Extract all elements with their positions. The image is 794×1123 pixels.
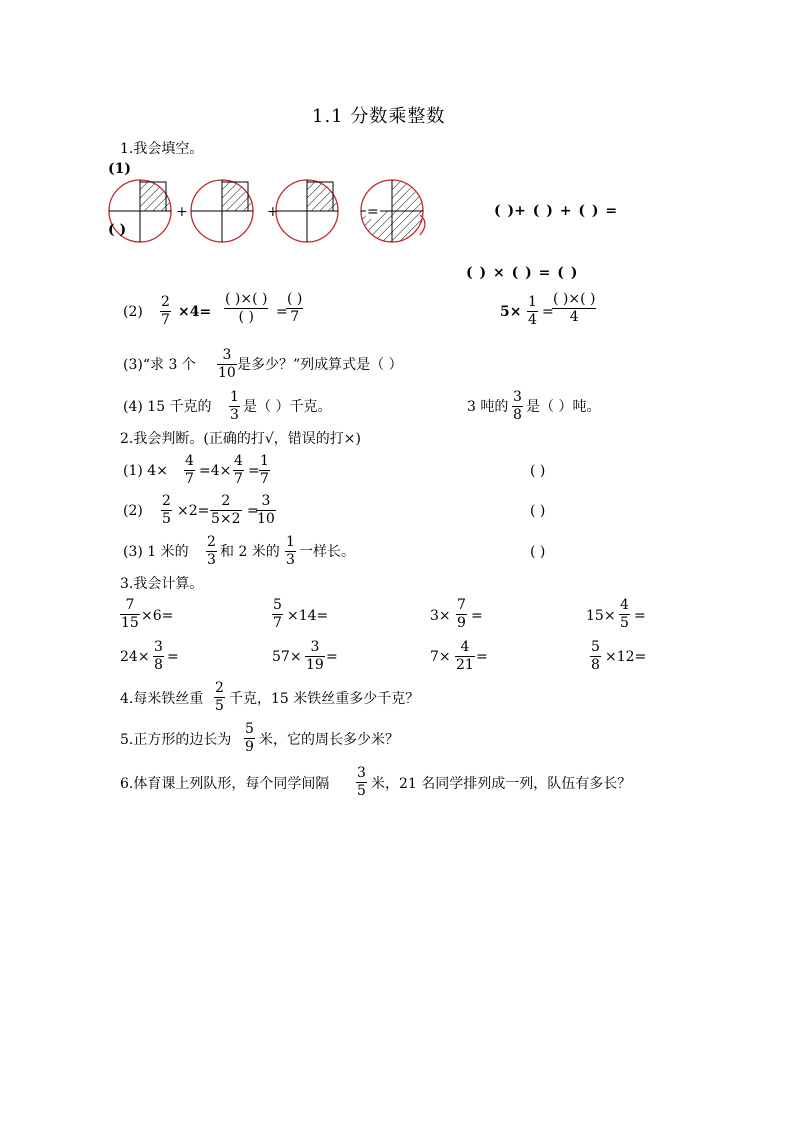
q1-part4-suffix: 是（ ）千克。 [243,399,332,415]
denominator: 5 [162,511,171,527]
equals: = [542,304,554,320]
q1-part4-prefix: (4) 15 千克的 [123,399,212,415]
calc-r1c3-head: 3× [430,608,451,624]
fraction-blank-product [224,292,268,324]
numerator: 5 [245,721,254,737]
q1-part2-label: (2) [123,304,143,320]
calc-r1c4-head: 15× [586,608,616,624]
denominator: 8 [513,407,522,423]
numerator: 1 [528,294,537,310]
numerator: 3 [222,347,232,363]
denominator: 7 [290,309,300,325]
q2-item1-mid: =4× [199,463,232,479]
calc-r2c3-head: 7× [430,649,451,665]
calc-r1c2-tail: ×14= [287,608,329,624]
judge-paren-3[interactable]: ( ) [530,544,546,560]
numerator: 3 [310,639,320,655]
equals-sign: = [367,204,379,220]
fraction-3-10 [217,348,237,380]
denominator: 3 [230,407,239,423]
denominator: 5×2 [211,511,241,527]
fraction-1-3-b [285,535,296,567]
q1-part1-label: (1) [108,161,131,177]
denominator: 3 [286,552,295,568]
plus-sign-2: + [267,204,279,220]
q1-part4b-suffix: 是（ ）吨。 [526,399,601,415]
calc-r1c4-tail: = [634,608,646,624]
numerator: 3 [261,493,271,509]
fraction-3-8-b [153,640,164,672]
calc-r2c3-tail: = [476,649,488,665]
numerator: 2 [162,493,171,509]
fraction-2-5 [161,494,172,526]
judge-paren-1[interactable]: ( ) [530,463,546,479]
fraction-3-19 [305,640,325,672]
fraction-7-15 [120,598,140,630]
fraction-4-21 [455,640,475,672]
q1-part3-suffix: 是多少？”列成算式是（ ） [237,357,403,373]
fraction-5-9 [244,722,255,754]
multiplication-expression: ( ) × ( ) = ( ) [466,265,578,281]
numerator: 2 [161,294,170,310]
denominator: 7 [260,471,269,487]
numerator: 4 [185,453,194,469]
numerator: 7 [125,597,135,613]
denominator: 7 [273,615,282,631]
fraction-3-5-q6 [356,766,367,798]
numerator: ( ) [287,291,303,307]
denominator: 19 [306,657,324,673]
fraction-4-7 [184,454,195,486]
q1-part3-prefix: (3)“求 3 个 [123,357,196,373]
denominator: 21 [456,657,474,673]
numerator: 1 [230,389,239,405]
fraction-5-7 [272,598,283,630]
answer-blank[interactable]: ( ) [108,222,127,238]
fraction-4-7-b [233,454,244,486]
fraction-4-5 [619,598,630,630]
numerator: 3 [513,389,522,405]
denominator: 4 [569,309,579,325]
numerator: 2 [207,534,216,550]
denominator: 7 [234,471,243,487]
calc-r1c3-tail: = [471,608,483,624]
equals: = [276,304,288,320]
page-title: 1.1 分数乘整数 [312,106,446,127]
fraction-blank-over-7 [286,292,303,324]
fraction-1-7 [259,454,270,486]
calc-r2c2-head: 57× [272,649,302,665]
fraction-1-4 [527,295,538,327]
denominator: 7 [185,471,194,487]
numerator: 3 [154,639,163,655]
denominator: ( ) [238,309,254,325]
q2-item3-suffix: 一样长。 [299,544,355,560]
numerator: 5 [273,597,282,613]
numerator: 5 [591,639,600,655]
calc-r2c2-tail: = [326,649,338,665]
q4-suffix: 千克，15 米铁丝重多少千克？ [229,691,420,707]
numerator: 4 [234,453,243,469]
fraction-2-5x2 [210,494,242,526]
equals: = [248,463,260,479]
numerator: 2 [221,493,231,509]
q2-item2-mid: ×2= [177,503,210,519]
q1-heading: 1.我会填空。 [120,141,204,157]
fraction-2-3 [206,535,217,567]
q2-heading: 2.我会判断。(正确的打√，错误的打×) [120,431,361,447]
fraction-blank-over-4 [552,292,596,324]
numerator: ( )×( ) [225,291,268,307]
fraction-7-9 [456,598,467,630]
numerator: 1 [260,453,269,469]
denominator: 7 [161,312,170,328]
q3-heading: 3.我会计算。 [120,576,204,592]
five-times: 5× [500,304,522,320]
denominator: 5 [357,783,366,799]
q2-item3-mid: 和 2 米的 [220,544,280,560]
fraction-1-3 [229,390,240,422]
calc-r2c1-head: 24× [120,649,150,665]
q1-part4b-prefix: 3 吨的 [467,399,509,415]
calc-r2c4-tail: ×12= [605,649,647,665]
fraction-5-8 [590,640,601,672]
q6-prefix: 6.体育课上列队形，每个同学间隔 [120,776,330,792]
plus-sign-1: + [176,204,188,220]
fraction-circle-2 [190,179,254,243]
calc-r2c1-tail: = [167,649,179,665]
numerator: 7 [457,597,466,613]
denominator: 9 [457,615,466,631]
fraction-2-7 [160,295,171,327]
denominator: 5 [620,615,629,631]
numerator: 3 [357,765,366,781]
denominator: 5 [215,698,224,714]
times-four: ×4= [178,304,212,320]
denominator: 3 [207,552,216,568]
fraction-3-10-b [256,494,276,526]
numerator: 2 [215,680,224,696]
q5-suffix: 米，它的周长多少米？ [259,732,399,748]
denominator: 10 [257,511,275,527]
q6-suffix: 米，21 名同学排列成一列，队伍有多长？ [371,776,632,792]
numerator: 1 [286,534,295,550]
denominator: 4 [528,312,537,328]
numerator: ( )×( ) [553,291,596,307]
denominator: 8 [591,657,600,673]
equals: = [247,503,259,519]
denominator: 15 [121,615,139,631]
q4-prefix: 4.每米铁丝重 [120,691,204,707]
q2-item1-label: (1) 4× [123,463,168,479]
denominator: 10 [218,365,236,381]
addition-expression: ( )+ ( ) + ( ) = [494,203,618,219]
fraction-2-5-q4 [214,681,225,713]
q2-item2-label: (2) [123,503,143,519]
judge-paren-2[interactable]: ( ) [530,503,546,519]
fraction-3-8 [512,390,523,422]
q5-prefix: 5.正方形的边长为 [120,732,232,748]
denominator: 9 [245,739,254,755]
numerator: 4 [620,597,629,613]
q2-item3-prefix: (3) 1 米的 [123,544,189,560]
numerator: 4 [460,639,470,655]
calc-r1c1-tail: ×6= [141,608,174,624]
denominator: 8 [154,657,163,673]
fraction-circle-3 [275,179,339,243]
